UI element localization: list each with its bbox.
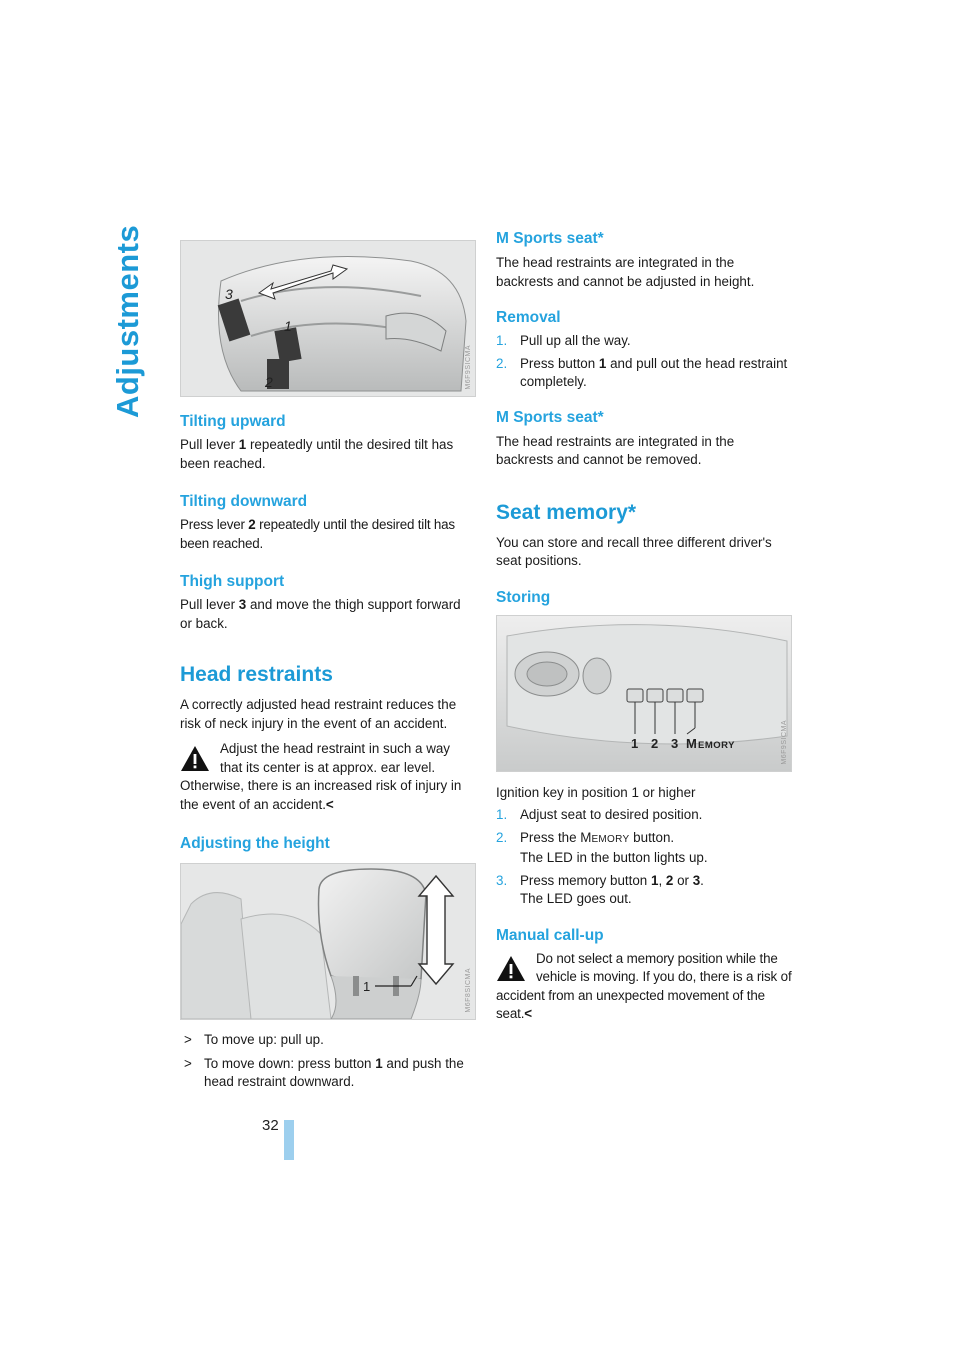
svg-text:3: 3 bbox=[225, 286, 233, 302]
text-thigh-support: Pull lever 3 and move the thigh support forward or back. bbox=[180, 597, 461, 631]
svg-text:2: 2 bbox=[651, 735, 659, 751]
heading-head-restraints: Head restraints bbox=[180, 663, 333, 686]
heading-seat-memory: Seat memory* bbox=[496, 500, 637, 524]
heading-thigh-support: Thigh support bbox=[180, 573, 285, 590]
side-title: Adjustments bbox=[110, 224, 145, 418]
svg-text:1: 1 bbox=[284, 318, 292, 334]
heading-removal: Removal bbox=[496, 309, 561, 326]
warning-head-restraint: Adjust the head restraint in such a way that its center is at approx. ear level. Otherwise, there is an increased risk of injury in the event of an accident.< bbox=[180, 741, 462, 812]
svg-text:3: 3 bbox=[671, 735, 679, 751]
warning-manual-call-up: Do not select a memory position while the vehicle is moving. If you do, there is a risk of accident from an unexpected movement of the seat.< bbox=[496, 950, 792, 1021]
page-marker-bar bbox=[284, 1120, 294, 1160]
text-head-restraints: A correctly adjusted head restraint reduces the risk of neck injury in the event of an accident. bbox=[180, 697, 457, 731]
svg-text:EMORY: EMORY bbox=[698, 739, 735, 751]
figure-code: M6F9SICMA bbox=[781, 719, 788, 765]
list-item: 1. Adjust seat to desired position. bbox=[496, 807, 703, 822]
height-adjust-list bbox=[180, 1031, 476, 1092]
memory-buttons-figure bbox=[496, 615, 792, 772]
svg-text:M: M bbox=[686, 735, 697, 751]
head-restraint-figure bbox=[180, 863, 476, 1020]
list-item: > To move down: press button 1 and push the head restraint downward. bbox=[184, 1055, 464, 1089]
list-item: > To move up: pull up. bbox=[184, 1032, 324, 1047]
text-seat-memory: You can store and recall three different driver's seat positions. bbox=[496, 534, 772, 568]
left-column bbox=[180, 240, 476, 1092]
heading-manual-call-up: Manual call-up bbox=[496, 926, 604, 944]
text-ignition: Ignition key in position 1 or higher bbox=[496, 784, 696, 800]
storing-steps bbox=[496, 806, 792, 909]
head-restraint-illustration bbox=[181, 864, 475, 1019]
text-m-sports-seat-2: The head restraints are integrated in the backrests and cannot be removed. bbox=[496, 433, 735, 467]
heading-storing: Storing bbox=[496, 588, 551, 606]
heading-adjusting-height: Adjusting the height bbox=[180, 835, 330, 852]
warning-triangle-icon bbox=[496, 954, 526, 982]
text-tilting-upward: Pull lever 1 repeatedly until the desired tilt has been reached. bbox=[180, 437, 454, 471]
list-item: 3. Press memory button 1, 2 or 3. The LED goes out. bbox=[496, 872, 704, 906]
text-m-sports-seat: The head restraints are integrated in the backrests and cannot be adjusted in height. bbox=[496, 255, 755, 289]
seat-tilt-figure bbox=[180, 240, 476, 397]
list-item: 2. Press the MEMORY button. The LED in the button lights up. bbox=[496, 829, 708, 865]
right-column bbox=[496, 230, 792, 1024]
heading-m-sports-seat: M Sports seat* bbox=[496, 230, 604, 247]
svg-text:1: 1 bbox=[363, 979, 371, 994]
heading-tilting-upward: Tilting upward bbox=[180, 413, 286, 430]
page-number: 32 bbox=[262, 1117, 279, 1134]
svg-text:2: 2 bbox=[265, 374, 273, 390]
figure-code: M6F8SICMA bbox=[465, 968, 472, 1013]
svg-text:1: 1 bbox=[631, 735, 639, 751]
text-tilting-downward: Press lever 2 repeatedly until the desired tilt has been reached. bbox=[180, 517, 455, 551]
figure-code: M6F9SICMA bbox=[465, 345, 472, 390]
list-item: 2. Press button 1 and pull out the head restraint completely. bbox=[496, 355, 788, 389]
memory-panel-illustration bbox=[497, 616, 791, 771]
removal-steps bbox=[496, 332, 792, 392]
seat-illustration bbox=[181, 241, 475, 396]
warning-triangle-icon bbox=[180, 744, 210, 772]
heading-m-sports-seat-2: M Sports seat* bbox=[496, 408, 604, 426]
heading-tilting-downward: Tilting downward bbox=[180, 493, 308, 510]
list-item: 1. Pull up all the way. bbox=[496, 333, 631, 348]
